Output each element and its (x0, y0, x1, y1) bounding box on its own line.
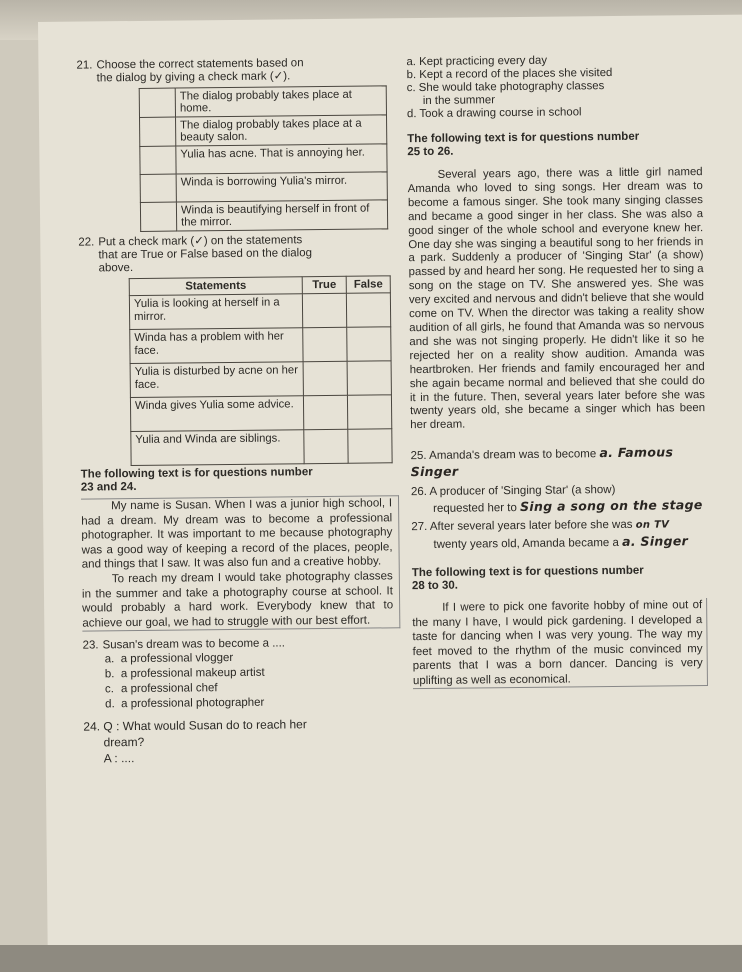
q21-row (140, 144, 387, 175)
true-cell[interactable] (303, 395, 347, 429)
question-26: 26. A producer of 'Singing Star' (a show) requested her to Sing a song on the stage (410, 484, 703, 516)
statement-cell: Yulia is disturbed by acne on her face. (130, 362, 303, 398)
handwritten-answer-27[interactable]: a. Singer (621, 533, 689, 550)
q23-options (83, 650, 402, 713)
check-cell[interactable] (140, 174, 176, 202)
question-22: 22. Put a check mark (✓) on the statements that are True or False based on the dialog above. (78, 234, 313, 275)
handwritten-note-27[interactable]: on TV (635, 519, 670, 531)
passage-susan: My name is Susan. When I was a junior high school, I had a dream. My dream was to become a professional photographer. It was important to me because photography was a good way of keeping a record of the places, people, and things that I saw. It was also fun and a creative hobby. To reach my dream I would take photography classes in the summer and take a photography course at school. It would probably a hard work. Everybody knew that to achieve our goal, we had to struggle with our best effort. (81, 495, 400, 632)
false-cell[interactable] (347, 327, 391, 361)
option-a[interactable]: a. a professional vlogger (104, 652, 234, 666)
option-b[interactable]: b. Kept a record of the places she visited (406, 66, 613, 82)
q21-row (140, 115, 387, 147)
statement-cell: Yulia has acne. That is annoying her. (176, 144, 387, 174)
q21-row (139, 86, 386, 118)
q21-row (140, 200, 387, 232)
check-cell[interactable] (140, 202, 176, 231)
statement-cell: Yulia and Winda are siblings. (131, 430, 304, 466)
statement-cell: The dialog probably takes place at a beauty salon. (176, 115, 387, 146)
false-cell[interactable] (348, 429, 392, 463)
question-27: 27. After several years later before she was on TV twenty years old, Amanda became a a. Singer (411, 519, 689, 552)
header-true: True (302, 276, 346, 293)
passage-hobby: If I were to pick one favorite hobby of mine out of the many I have, I would pick gardening. I developed a taste for dancing when I was very young. The way my feet moved to the rhythm of the music convinced my parents that I was a born dancer. Dancing is very uplifting as well as economical. (412, 598, 708, 689)
right-column (406, 53, 708, 689)
q21-table (139, 85, 388, 232)
q21-options (406, 53, 702, 121)
option-c[interactable]: c. a professional chef (104, 682, 218, 696)
background-bottom (0, 945, 742, 972)
passage-3-heading: The following text is for questions number 28 to 30. (411, 564, 644, 593)
true-cell[interactable] (303, 361, 347, 395)
question-24: 24. Q : What would Susan do to reach her dream? A : .... (83, 717, 307, 766)
header-false: False (346, 276, 390, 293)
passage-1-heading: The following text is for questions number 25 to 26. (407, 130, 640, 159)
true-cell[interactable] (304, 429, 348, 463)
false-cell[interactable] (347, 361, 391, 395)
false-cell[interactable] (346, 293, 390, 327)
passage-2-heading: The following text is for questions number 23 and 24. (80, 466, 313, 494)
q22-row (129, 293, 390, 330)
true-cell[interactable] (303, 327, 347, 361)
q22-table (129, 275, 393, 466)
check-cell[interactable] (140, 146, 176, 174)
q22-row (130, 395, 391, 432)
true-cell[interactable] (302, 293, 346, 327)
statement-cell: Yulia is looking at herself in a mirror. (129, 294, 302, 330)
q22-row (130, 361, 391, 398)
left-column (76, 56, 401, 767)
option-a[interactable]: a. Kept practicing every day (406, 54, 548, 69)
q21-row (140, 172, 387, 203)
option-b[interactable]: b. a professional makeup artist (104, 667, 265, 681)
statement-cell: The dialog probably takes place at home. (175, 86, 386, 117)
check-cell[interactable] (139, 88, 175, 117)
header-statements: Statements (129, 277, 302, 296)
statement-cell: Winda is borrowing Yulia's mirror. (176, 172, 387, 202)
handwritten-answer-26b[interactable]: Sing a song on the stage (519, 497, 703, 515)
statement-cell: Winda gives Yulia some advice. (130, 396, 303, 432)
passage-amanda: Several years ago, there was a little girl named Amanda who loved to sing songs. Her dream was to become a famous singer. She took many singing classes and became a good singer in her class. She was also a good singer of the whole school and everyone knew her. One day she was singing a beautiful song to her friends in a park. Suddenly a producer of 'Singing Star' (a show) passed by and heard her song. He requested her to sing a song on the stage on TV. She answered yes. She was very excited and nervous and didn't believe that she would come on TV. When the director was taking a reality show audition of all girls, he found that Amanda was so nervous and she was not singing properly. He didn't like it so he rejected her on a reality show audition. Amanda was heartbroken. Her friends and family encouraged her and she again became normal and believed that she could do it in the future. Then, several years later before she was twenty years old, she became a singer which has been her dream. (407, 166, 706, 432)
option-d[interactable]: d. a professional photographer (105, 697, 265, 711)
question-23: 23. Susan's dream was to become a .... (82, 637, 286, 652)
q22-row (130, 327, 391, 364)
question-25: 25. Amanda's dream was to become a. Famous Singer (410, 444, 674, 480)
handwritten-answer-25[interactable]: a. Famous Singer (410, 444, 674, 480)
false-cell[interactable] (347, 395, 391, 429)
option-c[interactable]: c. She would take photography classes in the summer (406, 80, 605, 107)
option-d[interactable]: d. Took a drawing course in school (406, 106, 582, 121)
q22-row (131, 429, 392, 466)
check-cell[interactable] (140, 117, 176, 146)
question-21: 21. Choose the correct statements based on the dialog by giving a check mark (✓). (76, 57, 304, 85)
statement-cell: Winda is beautifying herself in front of the mirror. (176, 200, 387, 231)
statement-cell: Winda has a problem with her face. (130, 328, 303, 364)
worksheet-page (38, 15, 742, 952)
